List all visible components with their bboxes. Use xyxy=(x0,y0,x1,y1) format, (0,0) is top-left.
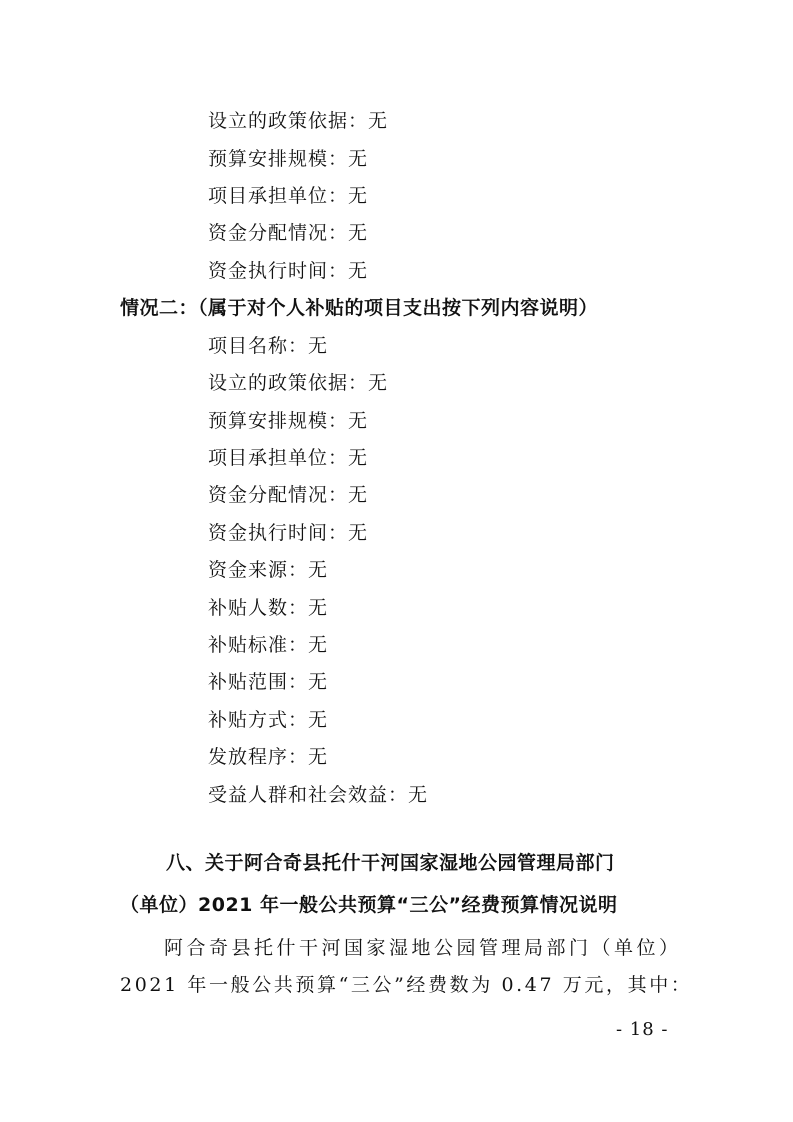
list-item: 设立的政策依据：无 xyxy=(208,110,389,132)
list-item: 项目承担单位：无 xyxy=(208,185,369,207)
list-item: 预算安排规模：无 xyxy=(208,410,369,432)
section-heading-continued: （单位）2021 年一般公共预算“三公”经费预算情况说明 xyxy=(120,894,618,916)
list-item: 补贴范围：无 xyxy=(208,671,329,693)
page-number: - 18 - xyxy=(616,1019,669,1040)
list-item: 资金执行时间：无 xyxy=(208,522,369,544)
list-item: 受益人群和社会效益：无 xyxy=(208,784,429,806)
list-item: 资金分配情况：无 xyxy=(208,484,369,506)
list-item: 补贴人数：无 xyxy=(208,597,329,619)
list-item: 预算安排规模：无 xyxy=(208,148,369,170)
list-item: 项目名称：无 xyxy=(208,335,329,357)
paragraph-line: 2021 年一般公共预算“三公”经费数为 0.47 万元，其中： xyxy=(120,974,693,996)
list-item: 资金来源：无 xyxy=(208,559,329,581)
list-item: 设立的政策依据：无 xyxy=(208,372,389,394)
list-item: 补贴方式：无 xyxy=(208,709,329,731)
list-item: 资金执行时间：无 xyxy=(208,260,369,282)
list-item: 项目承担单位：无 xyxy=(208,447,369,469)
list-item: 资金分配情况：无 xyxy=(208,222,369,244)
section-heading: 情况二：（属于对个人补贴的项目支出按下列内容说明） xyxy=(120,297,599,319)
list-item: 发放程序：无 xyxy=(208,746,329,768)
paragraph-line: 阿合奇县托什干河国家湿地公园管理局部门（单位） xyxy=(164,937,682,959)
section-heading: 八、关于阿合奇县托什干河国家湿地公园管理局部门 xyxy=(166,852,615,874)
list-item: 补贴标准：无 xyxy=(208,634,329,656)
